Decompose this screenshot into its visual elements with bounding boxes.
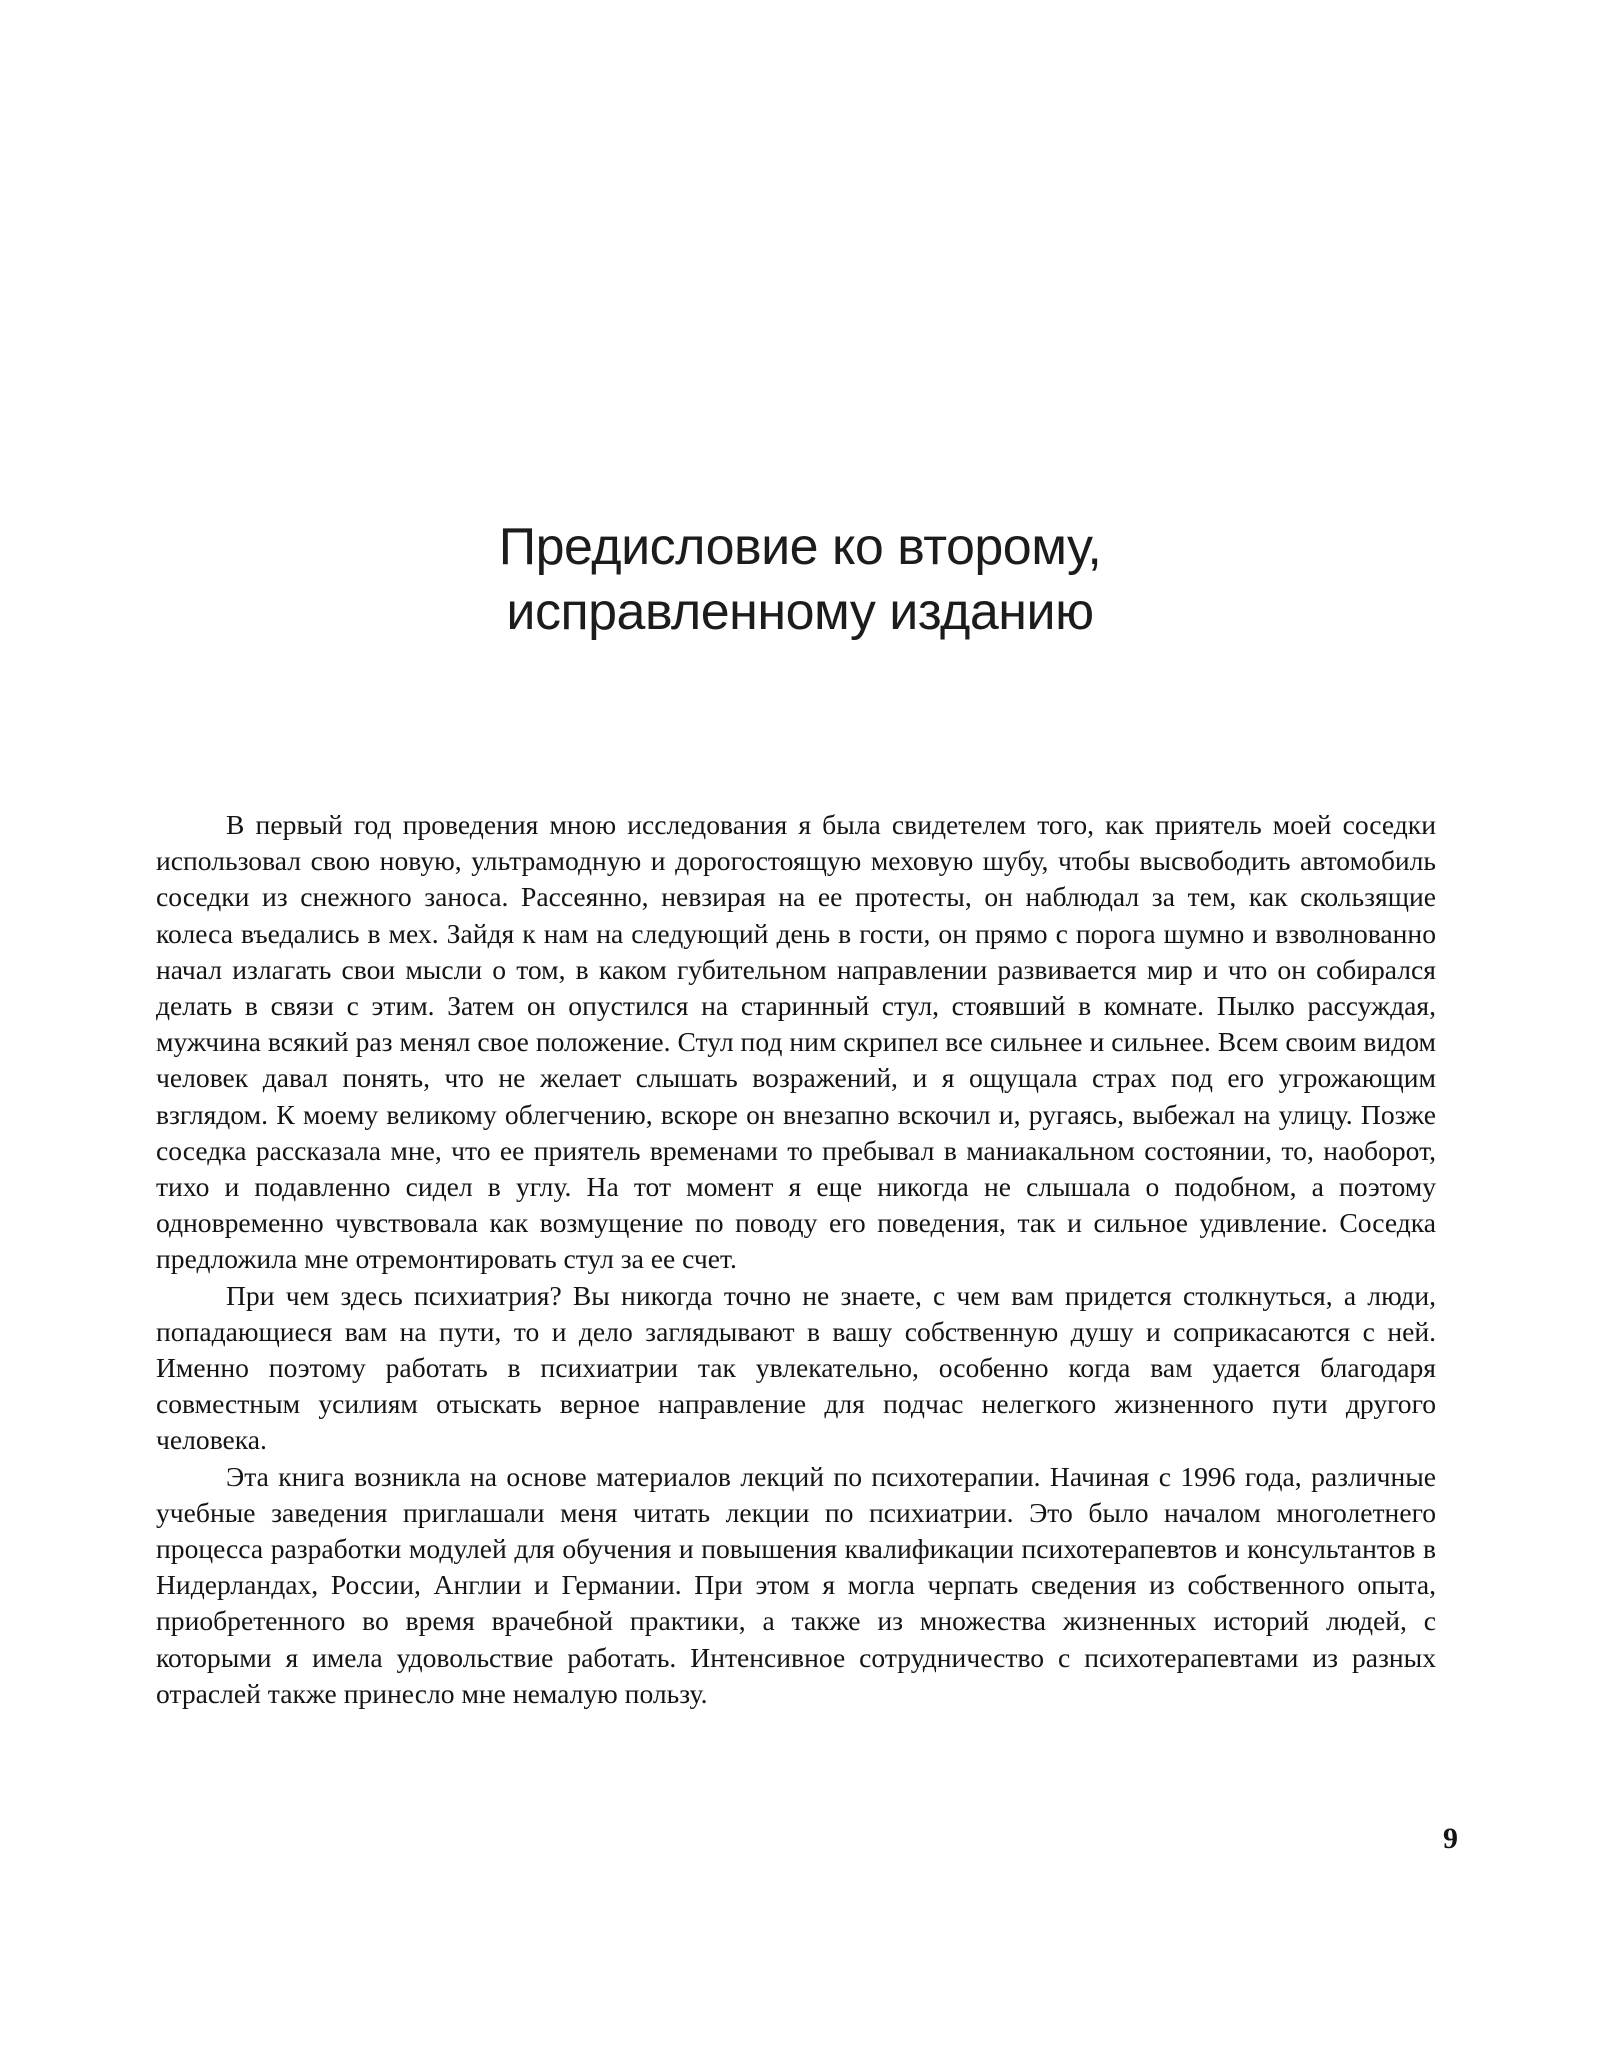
- paragraph-3: Эта книга возникла на основе материалов лекций по психотерапии. Начиная с 1996 года, различные учебные заведения приглашали меня читать лекции по психиатрии. Это было началом многолетнего процесса разработки модулей для обучения и повышения квалификации психотерапевтов и консультантов в Нидерландах, России, Англии и Германии. При этом я могла черпать сведения из собственного опыта, приобретенного во время врачебной практики, а также из множества жизненных историй людей, с которыми я имела удовольствие работать. Интенсивное сотрудничество с психотерапевтами из разных отраслей также принесло мне немалую пользу.: [156, 1460, 1436, 1709]
- chapter-title-line-1: Предисловие ко второму,: [498, 518, 1102, 576]
- body-text: [156, 807, 1436, 1712]
- page-number: 9: [1443, 1822, 1458, 1855]
- chapter-title-line-2: исправленному изданию: [506, 583, 1094, 641]
- paragraph-1: В первый год проведения мною исследования я была свидетелем того, как приятель моей соседки использовал свою новую, ультрамодную и дорогостоящую меховую шубу, чтобы высвободить автомобиль соседки из снежного заноса. Рассеянно, невзирая на ее протесты, он наблюдал за тем, как скользящие колеса въедались в мех. Зайдя к нам на следующий день в гости, он прямо с порога шумно и взволнованно начал излагать свои мысли о том, в каком губительном направлении развивается мир и что он собирался делать в связи с этим. Затем он опустился на старинный стул, стоявший в комнате. Пылко рассуждая, мужчина всякий раз менял свое положение. Стул под ним скрипел все сильнее и сильнее. Всем своим видом человек давал понять, что не желает слышать возражений, и я ощущала страх под его угрожающим взглядом. К моему великому облегчению, вскоре он внезапно вскочил и, ругаясь, выбежал на улицу. Позже соседка рассказала мне, что ее приятель временами то пребывал в маниакальном состоянии, то, наоборот, тихо и подавленно сидел в углу. На тот момент я еще никогда не слышала о подобном, а поэтому одновременно чувствовала как возмущение по поводу его поведения, так и сильное удивление. Соседка предложила мне отремонтировать стул за ее счет.: [156, 809, 1436, 1275]
- paragraph-2: При чем здесь психиатрия? Вы никогда точно не знаете, с чем вам придется столкнуться, а люди, попадающиеся вам на пути, то и дело заглядывают в вашу собственную душу и соприкасаются с ней. Именно поэтому работать в психиатрии так увлекательно, особенно когда вам удается благодаря совместным усилиям отыскать верное направление для подчас нелегкого жизненного пути другого человека.: [156, 1279, 1436, 1456]
- chapter-title: [0, 515, 1600, 645]
